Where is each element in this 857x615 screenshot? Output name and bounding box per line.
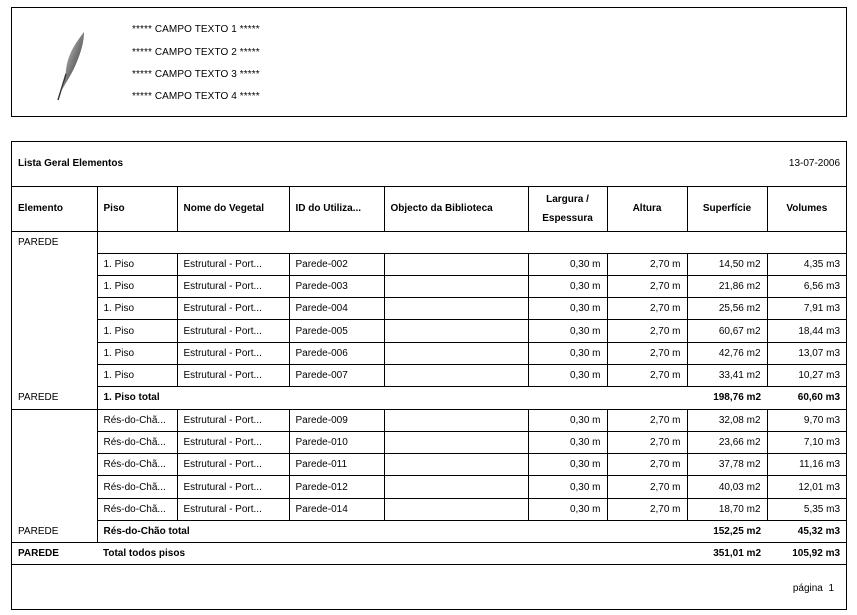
cell-volumes: 10,27 m3 [767,364,846,386]
total-volumes: 105,92 m3 [767,543,846,565]
cell-superficie: 25,56 m2 [687,298,767,320]
cell-objecto-biblioteca [384,409,528,431]
cell-largura: 0,30 m [528,431,607,453]
cell-volumes: 7,91 m3 [767,298,846,320]
cell-superficie: 14,50 m2 [687,253,767,275]
cell-altura: 2,70 m [607,275,687,297]
report-date: 13-07-2006 [528,142,846,186]
cell-piso: 1. Piso [97,298,177,320]
cell-nome-vegetal: Estrutural - Port... [177,476,289,498]
report-title: Lista Geral Elementos [12,142,528,186]
cell-volumes: 4,35 m3 [767,253,846,275]
elemento-cell [12,454,97,476]
col-header-elemento: Elemento [12,186,97,231]
cell-superficie: 40,03 m2 [687,476,767,498]
cell-objecto-biblioteca [384,342,528,364]
subtotal-elemento: PAREDE [12,387,97,409]
cell-nome-vegetal: Estrutural - Port... [177,364,289,386]
page-number: 1 [828,583,834,594]
col-header-altura: Altura [607,186,687,231]
page-footer [793,583,834,594]
elemento-cell [12,498,97,520]
cell-objecto-biblioteca [384,431,528,453]
cell-altura: 2,70 m [607,298,687,320]
report-header-box [11,7,847,117]
cell-largura: 0,30 m [528,342,607,364]
table-row [12,498,846,520]
cell-piso: 1. Piso [97,253,177,275]
elements-table [12,142,846,565]
cell-objecto-biblioteca [384,476,528,498]
cell-largura: 0,30 m [528,298,607,320]
subtotal-superficie: 198,76 m2 [687,387,767,409]
cell-superficie: 33,41 m2 [687,364,767,386]
cell-superficie: 32,08 m2 [687,409,767,431]
cell-altura: 2,70 m [607,498,687,520]
cell-objecto-biblioteca [384,253,528,275]
cell-volumes: 5,35 m3 [767,498,846,520]
elemento-cell [12,275,97,297]
cell-volumes: 7,10 m3 [767,431,846,453]
cell-largura: 0,30 m [528,454,607,476]
cell-objecto-biblioteca [384,320,528,342]
elemento-cell [12,409,97,431]
cell-nome-vegetal: Estrutural - Port... [177,320,289,342]
cell-id-utilizador: Parede-010 [289,431,384,453]
table-row [12,253,846,275]
group-header-row [12,231,846,253]
table-row [12,454,846,476]
elemento-cell [12,342,97,364]
grand-total-row [12,543,846,565]
cell-piso: Rés-do-Chã... [97,454,177,476]
cell-id-utilizador: Parede-002 [289,253,384,275]
col-header-piso: Piso [97,186,177,231]
elemento-cell [12,253,97,275]
cell-nome-vegetal: Estrutural - Port... [177,498,289,520]
cell-objecto-biblioteca [384,298,528,320]
elemento-cell [12,476,97,498]
cell-id-utilizador: Parede-009 [289,409,384,431]
cell-superficie: 23,66 m2 [687,431,767,453]
cell-nome-vegetal: Estrutural - Port... [177,409,289,431]
col-header-superficie: Superfície [687,186,767,231]
cell-largura: 0,30 m [528,498,607,520]
cell-piso: Rés-do-Chã... [97,409,177,431]
col-header-objecto-biblioteca: Objecto da Biblioteca [384,186,528,231]
cell-nome-vegetal: Estrutural - Port... [177,253,289,275]
table-row [12,476,846,498]
cell-altura: 2,70 m [607,342,687,364]
table-row [12,320,846,342]
cell-objecto-biblioteca [384,275,528,297]
cell-nome-vegetal: Estrutural - Port... [177,454,289,476]
cell-piso: Rés-do-Chã... [97,431,177,453]
cell-altura: 2,70 m [607,409,687,431]
col-header-nome-vegetal: Nome do Vegetal [177,186,289,231]
total-label: Total todos pisos [97,543,687,565]
cell-id-utilizador: Parede-014 [289,498,384,520]
subtotal-superficie: 152,25 m2 [687,521,767,543]
cell-largura: 0,30 m [528,320,607,342]
feather-icon [54,30,90,102]
cell-piso: Rés-do-Chã... [97,498,177,520]
table-row [12,431,846,453]
cell-largura: 0,30 m [528,275,607,297]
subtotal-elemento: PAREDE [12,521,97,543]
cell-objecto-biblioteca [384,364,528,386]
cell-volumes: 18,44 m3 [767,320,846,342]
table-row [12,342,846,364]
col-header-id-utilizador: ID do Utiliza... [289,186,384,231]
subtotal-volumes: 45,32 m3 [767,521,846,543]
subtotal-row [12,387,846,409]
campo-texto-4: ***** CAMPO TEXTO 4 ***** [132,91,260,102]
group-label: PAREDE [18,236,59,248]
cell-id-utilizador: Parede-006 [289,342,384,364]
report-body [11,141,847,610]
cell-superficie: 21,86 m2 [687,275,767,297]
campo-texto-3: ***** CAMPO TEXTO 3 ***** [132,69,260,80]
cell-altura: 2,70 m [607,454,687,476]
elemento-cell [12,320,97,342]
cell-nome-vegetal: Estrutural - Port... [177,275,289,297]
cell-superficie: 37,78 m2 [687,454,767,476]
cell-altura: 2,70 m [607,476,687,498]
cell-piso: 1. Piso [97,320,177,342]
table-row [12,275,846,297]
cell-largura: 0,30 m [528,476,607,498]
subtotal-label: Rés-do-Chão total [97,521,687,543]
campo-texto-2: ***** CAMPO TEXTO 2 ***** [132,47,260,58]
cell-id-utilizador: Parede-011 [289,454,384,476]
total-elemento: PAREDE [12,543,97,565]
cell-largura: 0,30 m [528,409,607,431]
cell-id-utilizador: Parede-007 [289,364,384,386]
cell-volumes: 6,56 m3 [767,275,846,297]
cell-piso: 1. Piso [97,364,177,386]
elemento-cell [12,298,97,320]
table-row [12,409,846,431]
cell-altura: 2,70 m [607,431,687,453]
cell-volumes: 12,01 m3 [767,476,846,498]
cell-piso: 1. Piso [97,275,177,297]
cell-volumes: 9,70 m3 [767,409,846,431]
cell-altura: 2,70 m [607,253,687,275]
table-row [12,364,846,386]
cell-altura: 2,70 m [607,320,687,342]
group-header-blank [97,231,846,253]
cell-volumes: 13,07 m3 [767,342,846,364]
cell-largura: 0,30 m [528,253,607,275]
subtotal-label: 1. Piso total [97,387,687,409]
subtotal-volumes: 60,60 m3 [767,387,846,409]
cell-superficie: 42,76 m2 [687,342,767,364]
elemento-cell [12,431,97,453]
subtotal-row [12,521,846,543]
column-header-row [12,186,846,231]
table-row [12,298,846,320]
cell-nome-vegetal: Estrutural - Port... [177,298,289,320]
cell-largura: 0,30 m [528,364,607,386]
col-header-volumes: Volumes [767,186,846,231]
cell-id-utilizador: Parede-005 [289,320,384,342]
cell-piso: Rés-do-Chã... [97,476,177,498]
cell-altura: 2,70 m [607,364,687,386]
cell-nome-vegetal: Estrutural - Port... [177,342,289,364]
cell-id-utilizador: Parede-004 [289,298,384,320]
campo-texto-1: ***** CAMPO TEXTO 1 ***** [132,24,260,35]
cell-superficie: 18,70 m2 [687,498,767,520]
cell-id-utilizador: Parede-003 [289,275,384,297]
cell-objecto-biblioteca [384,454,528,476]
col-header-largura-espessura: Largura / Espessura [528,186,607,231]
cell-volumes: 11,16 m3 [767,454,846,476]
cell-nome-vegetal: Estrutural - Port... [177,431,289,453]
cell-objecto-biblioteca [384,498,528,520]
elemento-cell [12,364,97,386]
cell-piso: 1. Piso [97,342,177,364]
cell-id-utilizador: Parede-012 [289,476,384,498]
total-superficie: 351,01 m2 [687,543,767,565]
page-label: página [792,583,823,594]
cell-superficie: 60,67 m2 [687,320,767,342]
